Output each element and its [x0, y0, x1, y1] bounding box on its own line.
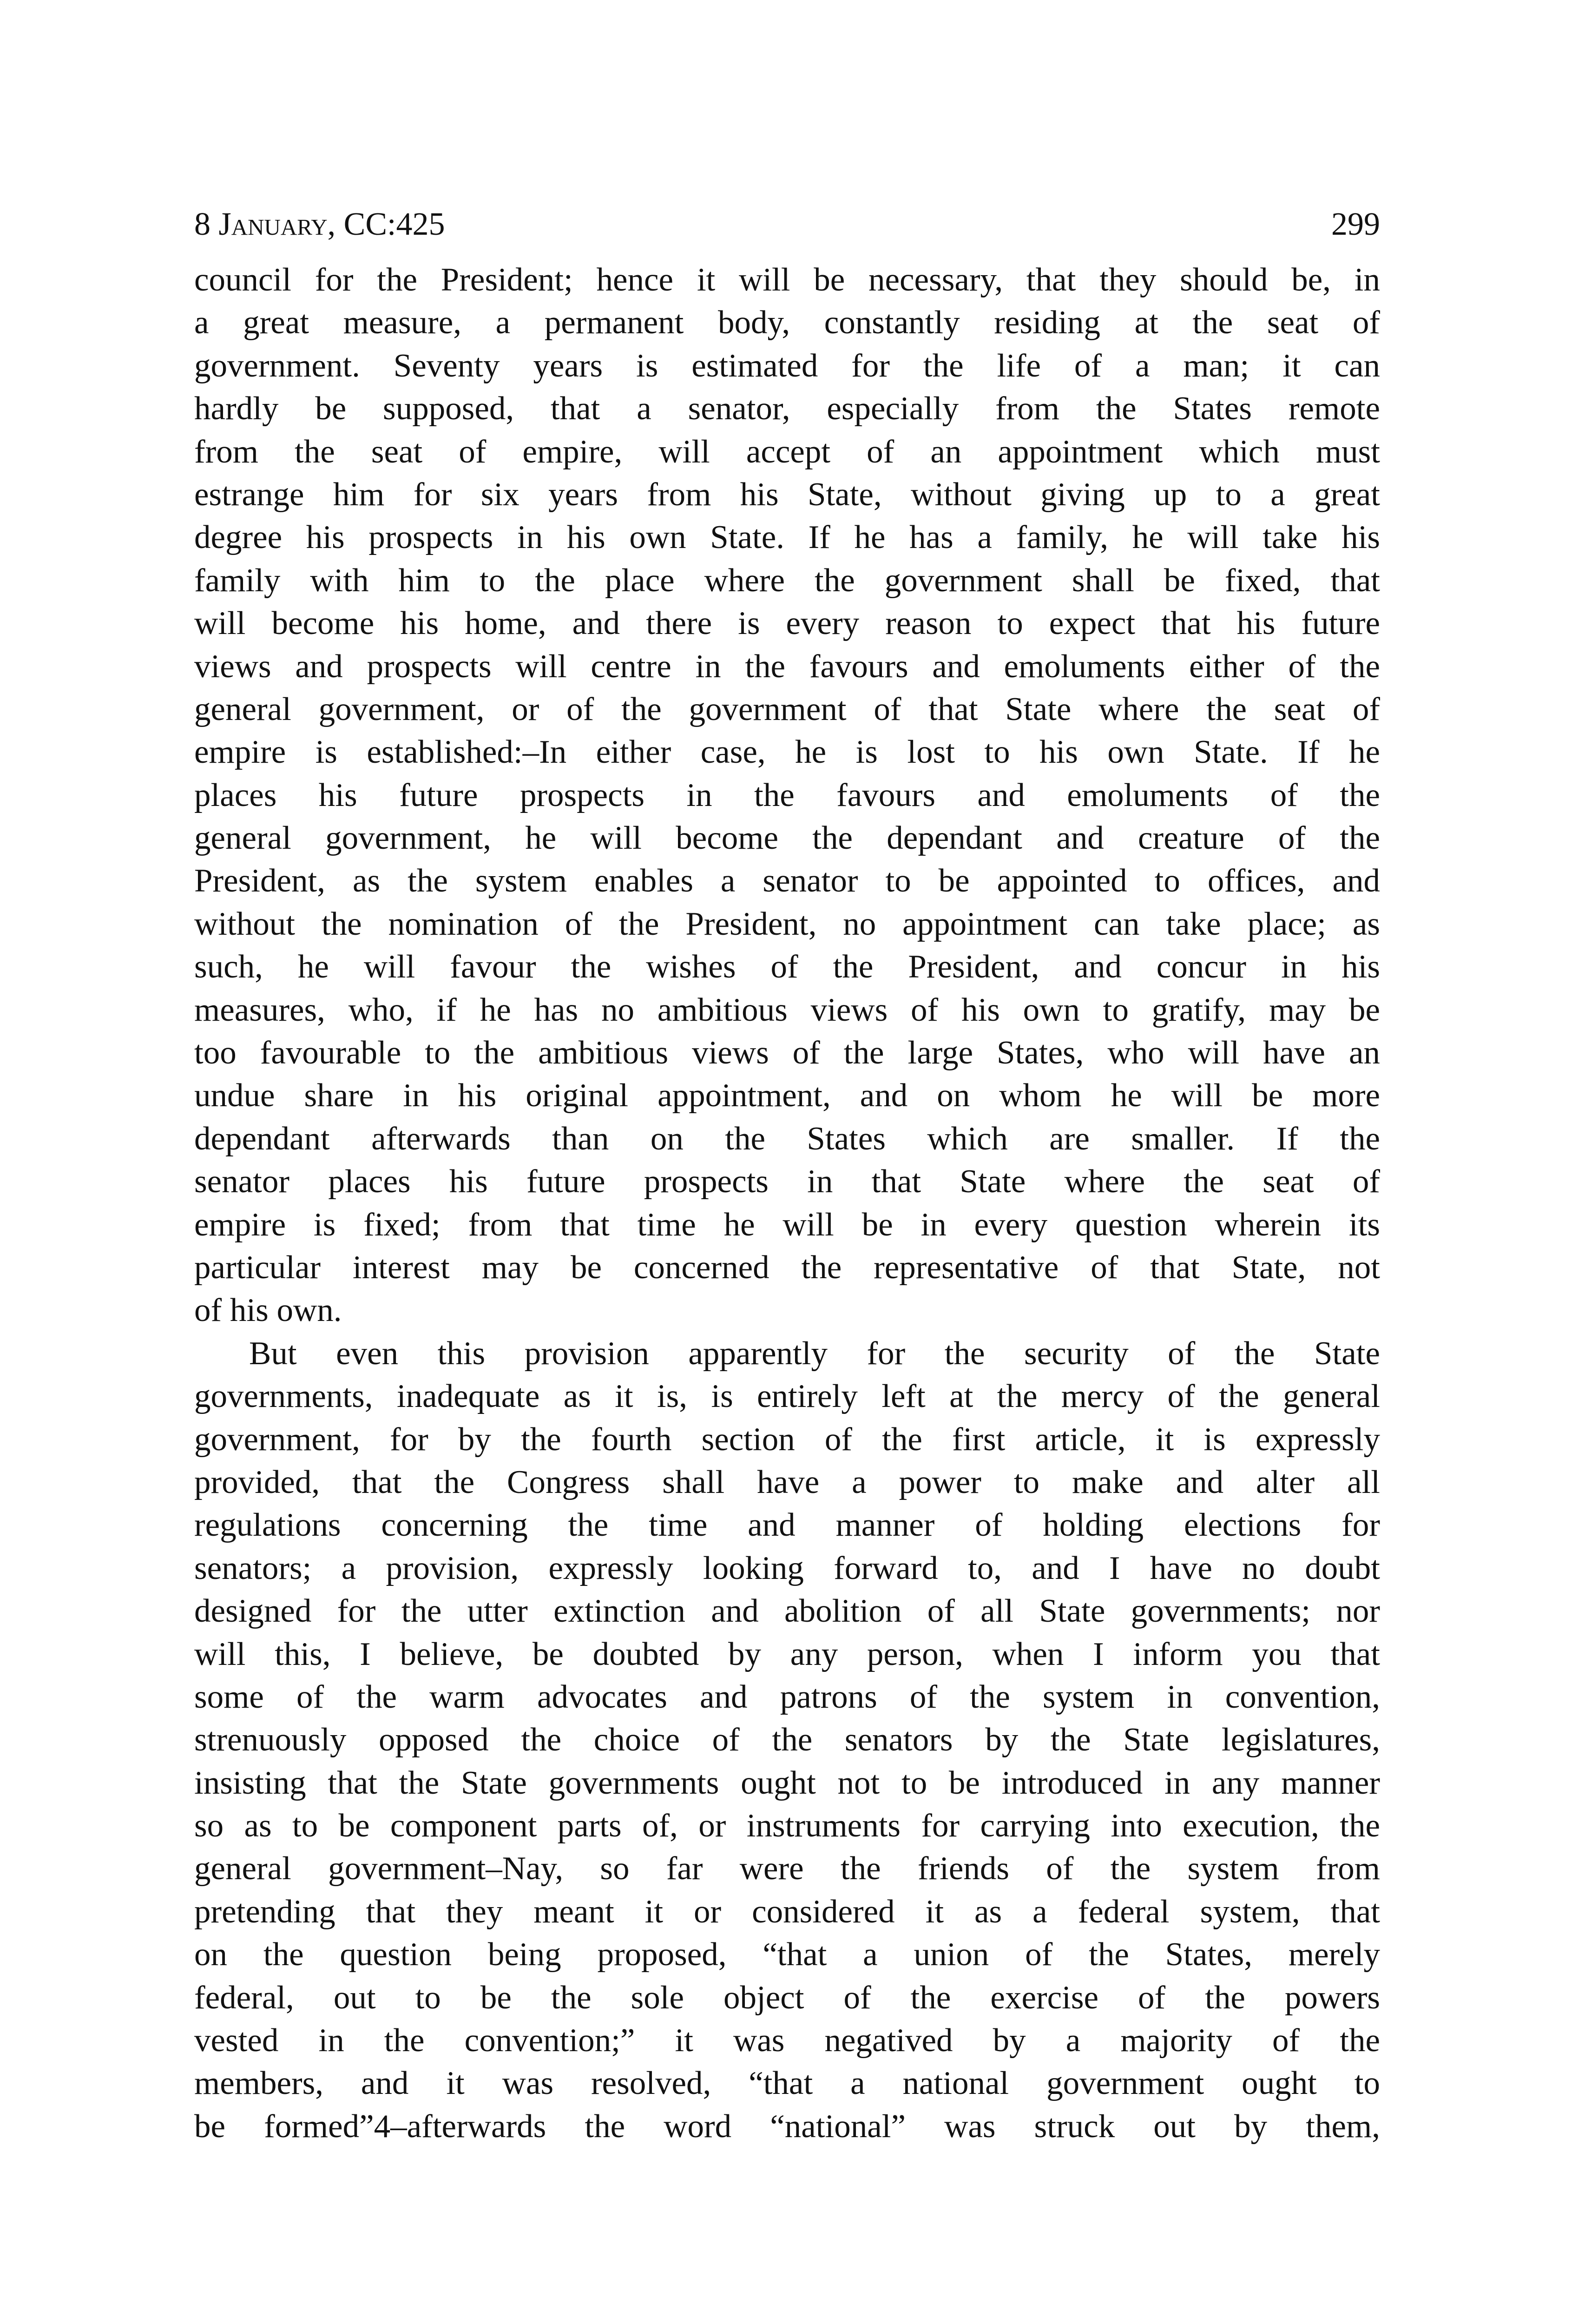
text-line: pretending that they meant it or considered it as a federal system, that — [194, 1893, 1380, 1930]
text-line: views and prospects will centre in the favours and emoluments either of the — [194, 648, 1380, 685]
text-line: undue share in his original appointment, and on whom he will be more — [194, 1077, 1380, 1114]
text-line: particular interest may be concerned the representative of that State, not — [194, 1249, 1380, 1286]
text-line: members, and it was resolved, “that a national government ought to — [194, 2065, 1380, 2102]
text-line: general government–Nay, so far were the friends of the system from — [194, 1850, 1380, 1887]
text-line: council for the President; hence it will be necessary, that they should be, in — [194, 262, 1380, 298]
text-line: government, for by the fourth section of the first article, it is expressly — [194, 1421, 1380, 1458]
text-line: governments, inadequate as it is, is entirely left at the mercy of the general — [194, 1378, 1380, 1415]
running-head-left: 8 January, CC:425 — [194, 206, 445, 242]
text-line: some of the warm advocates and patrons of the system in convention, — [194, 1678, 1380, 1715]
text-line: such, he will favour the wishes of the President, and concur in his — [194, 949, 1380, 985]
text-line: provided, that the Congress shall have a power to make and alter all — [194, 1464, 1380, 1500]
text-line: designed for the utter extinction and abolition of all State governments; nor — [194, 1593, 1380, 1630]
text-line: will this, I believe, be doubted by any person, when I inform you that — [194, 1636, 1380, 1672]
running-head — [194, 204, 1380, 245]
text-line: so as to be component parts of, or instruments for carrying into execution, the — [194, 1808, 1380, 1844]
body-text — [194, 258, 1380, 2148]
text-line: But even this provision apparently for the security of the State — [249, 1335, 1380, 1372]
text-line: vested in the convention;” it was negatived by a majority of the — [194, 2022, 1380, 2059]
text-line: places his future prospects in the favours and emoluments of the — [194, 777, 1380, 813]
text-line: hardly be supposed, that a senator, especially from the States remote — [194, 390, 1380, 427]
text-line: regulations concerning the time and manner of holding elections for — [194, 1507, 1380, 1544]
text-line: dependant afterwards than on the States which are smaller. If the — [194, 1120, 1380, 1157]
text-line: of his own. — [194, 1292, 342, 1329]
text-line: without the nomination of the President, no appointment can take place; as — [194, 905, 1380, 942]
text-line: measures, who, if he has no ambitious views of his own to gratify, may be — [194, 991, 1380, 1028]
text-line: senators; a provision, expressly looking forward to, and I have no doubt — [194, 1550, 1380, 1586]
text-line: general government, he will become the dependant and creature of the — [194, 820, 1380, 857]
text-line: be formed”4–afterwards the word “national” was struck out by them, — [194, 2108, 1380, 2145]
text-line: general government, or of the government of that State where the seat of — [194, 691, 1380, 727]
text-line: degree his prospects in his own State. If he has a family, he will take his — [194, 519, 1380, 556]
text-line: estrange him for six years from his State, without giving up to a great — [194, 476, 1380, 513]
text-line: from the seat of empire, will accept of an appointment which must — [194, 433, 1380, 470]
text-line: will become his home, and there is every reason to expect that his future — [194, 605, 1380, 642]
text-line: federal, out to be the sole object of the exercise of the powers — [194, 1979, 1380, 2016]
text-line: a great measure, a permanent body, constantly residing at the seat of — [194, 304, 1380, 341]
page-number: 299 — [1331, 206, 1380, 242]
text-line: government. Seventy years is estimated for the life of a man; it can — [194, 347, 1380, 384]
text-line: senator places his future prospects in that State where the seat of — [194, 1163, 1380, 1200]
text-line: empire is established:–In either case, he is lost to his own State. If he — [194, 734, 1380, 771]
text-line: insisting that the State governments ought not to be introduced in any manner — [194, 1764, 1380, 1801]
text-line: on the question being proposed, “that a union of the States, merely — [194, 1936, 1380, 1973]
text-line: family with him to the place where the government shall be fixed, that — [194, 562, 1380, 599]
text-line: President, as the system enables a senator to be appointed to offices, and — [194, 863, 1380, 899]
text-line: empire is fixed; from that time he will be in every question wherein its — [194, 1206, 1380, 1243]
text-line: strenuously opposed the choice of the senators by the State legislatures, — [194, 1722, 1380, 1758]
text-line: too favourable to the ambitious views of the large States, who will have an — [194, 1035, 1380, 1071]
